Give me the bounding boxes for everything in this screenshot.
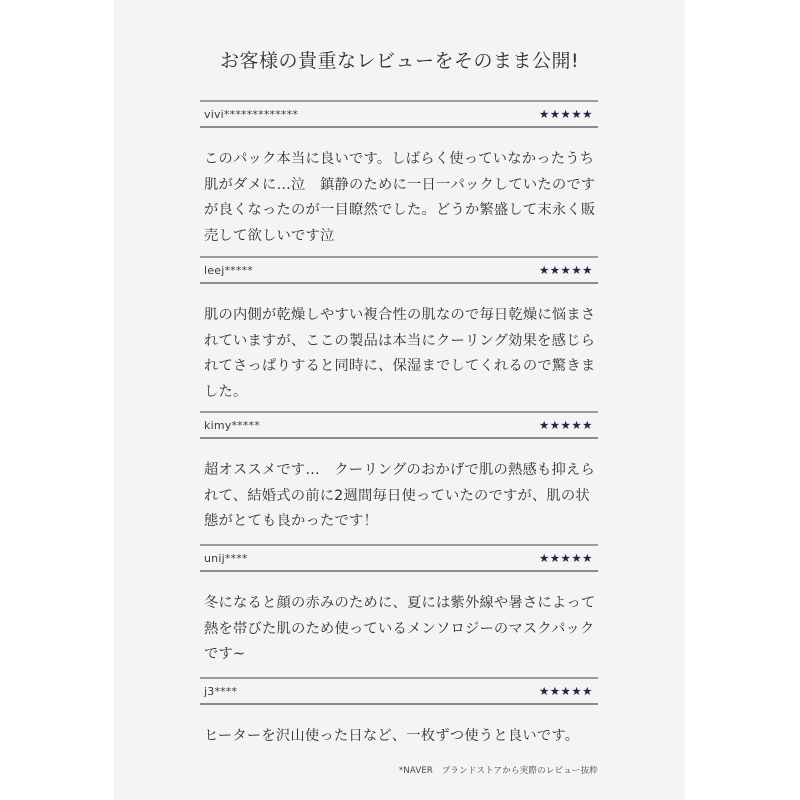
reviewer-name: j3**** [204, 684, 238, 698]
review-header [200, 544, 598, 572]
review-header [200, 100, 598, 128]
reviewer-name: vivi************* [204, 107, 299, 121]
reviewer-name: kimy***** [204, 418, 260, 432]
star-rating-icon: ★★★★★ [538, 551, 593, 565]
star-rating-icon: ★★★★★ [538, 263, 593, 277]
reviewer-name: leej***** [204, 263, 253, 277]
review-header [200, 677, 598, 705]
review-text: ヒーターを沢山使った日など、一枚ずつ使うと良いです。 [204, 728, 580, 744]
star-rating-icon: ★★★★★ [538, 107, 593, 121]
review-header [200, 256, 598, 284]
review-item [200, 677, 598, 750]
review-item [200, 544, 598, 668]
source-footnote: *NAVER ブランドストアから実際のレビュー抜粋 [398, 766, 598, 776]
page-title: お客様の貴重なレビューをそのまま公開! [219, 50, 580, 72]
review-header [200, 411, 598, 439]
review-item [200, 256, 598, 405]
reviewer-name: unij**** [204, 551, 248, 565]
review-item [200, 411, 598, 535]
star-rating-icon: ★★★★★ [538, 418, 593, 432]
review-text: 超オススメです… クーリングのおかげで肌の熱感も抑えられて、結婚式の前に2週間毎日使っていたのですが、肌の状態がとても良かったです！ [204, 462, 595, 529]
review-text: 肌の内側が乾燥しやすい複合性の肌なので毎日乾燥に悩まされていますが、ここの製品は本当にクーリング効果を感じられてさっぱりすると同時に、保湿までしてくれるので驚きました。 [204, 307, 596, 400]
star-rating-icon: ★★★★★ [538, 684, 593, 698]
review-text: このパック本当に良いです。しばらく使っていなかったうち肌がダメに…泣 鎮静のために一日一パックしていたのですが良くなったのが一目瞭然でした。どうか繁盛して末永く販売して欲しいです泣 [204, 151, 596, 244]
review-text: 冬になると顔の赤みのために、夏には紫外線や暑さによって熱を帯びた肌のため使っているメンソロジーのマスクパックです~ [204, 595, 596, 662]
review-item [200, 100, 598, 249]
